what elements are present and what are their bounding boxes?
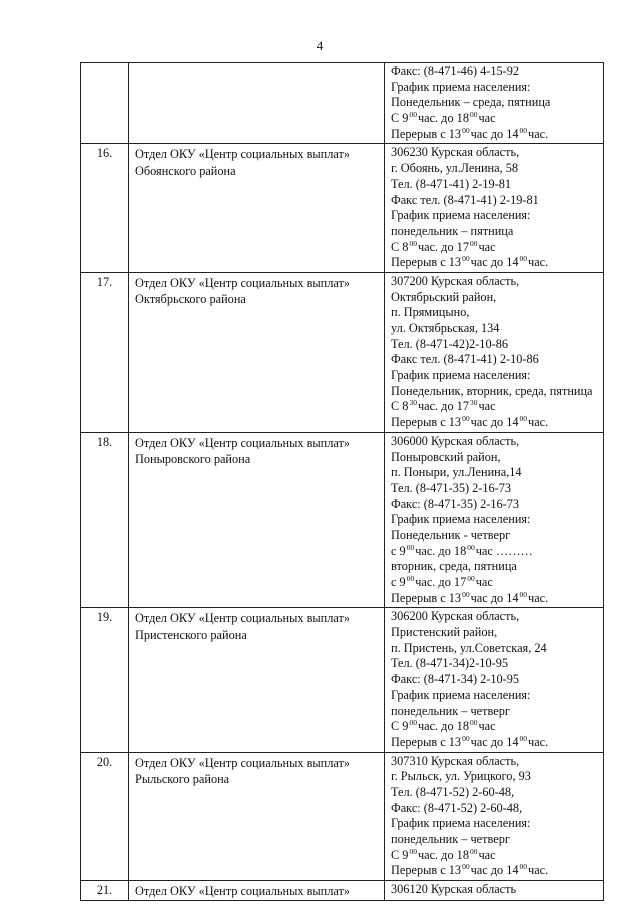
address-line — [391, 450, 601, 466]
address-line — [391, 528, 601, 544]
superscript-minutes: 00 — [519, 733, 528, 743]
address-line — [391, 305, 601, 321]
address-line — [391, 95, 601, 111]
address-text: Перерыв с 13 — [391, 126, 462, 141]
address-text: час до 14 — [470, 734, 519, 749]
address-text: График приема населения: — [391, 816, 531, 831]
address-line — [391, 193, 601, 209]
address-line — [391, 64, 601, 80]
row-number-cell: 17. — [81, 272, 129, 432]
superscript-minutes: 00 — [409, 718, 417, 728]
office-name-cell — [129, 881, 385, 901]
address-text: Тел. (8-471-42)2-10-86 — [391, 336, 508, 351]
address-line — [391, 816, 601, 832]
address-line — [391, 290, 601, 306]
row-number-cell: 20. — [81, 752, 129, 881]
office-address-cell — [385, 881, 604, 901]
address-text: ул. Октябрьская, 134 — [391, 321, 500, 335]
row-number-cell: 18. — [81, 432, 129, 608]
address-text: час. до 17 — [417, 239, 469, 254]
address-text: час до 14 — [470, 255, 519, 270]
address-text: час до 14 — [470, 863, 519, 878]
table-row — [81, 881, 604, 901]
office-name-line: Отдел ОКУ «Центр социальных выплат» — [135, 275, 351, 290]
superscript-minutes: 00 — [406, 542, 415, 552]
address-text: час. до 18 — [417, 719, 469, 734]
row-number-cell: 19. — [81, 608, 129, 752]
address-line — [391, 111, 601, 127]
office-address-cell — [385, 144, 604, 273]
address-text: График приема населения: — [391, 208, 531, 223]
address-text: час. до 17 — [417, 399, 469, 414]
superscript-minutes: 00 — [519, 862, 528, 872]
address-line — [391, 465, 601, 481]
address-text: час. до 17 — [415, 575, 467, 589]
address-line — [391, 591, 601, 607]
office-name-line: Отдел ОКУ «Центр социальных выплат» — [135, 435, 351, 450]
table-row — [81, 752, 604, 881]
superscript-minutes: 00 — [519, 589, 528, 599]
table-row — [81, 144, 604, 273]
address-text: С 9 — [391, 719, 409, 734]
address-text: С 8 — [391, 239, 409, 254]
address-line — [391, 688, 601, 704]
superscript-minutes: 30 — [469, 398, 478, 408]
address-text: Факс: (8-471-35) 2-16-73 — [391, 496, 520, 511]
address-text: час. — [528, 255, 549, 270]
address-text: час ……… — [475, 543, 533, 558]
address-text: Тел. (8-471-41) 2-19-81 — [391, 176, 512, 191]
address-text: час. — [528, 734, 549, 749]
office-name-line: Поныровского района — [135, 452, 251, 467]
address-text: 306000 Курская область, — [391, 433, 520, 448]
address-line — [391, 785, 601, 801]
address-text: г. Рыльск, ул. Урицкого, 93 — [391, 769, 531, 784]
office-name-cell — [129, 752, 385, 881]
office-name-line: Отдел ОКУ «Центр социальных выплат» — [135, 147, 351, 162]
office-name-line: Отдел ОКУ «Центр социальных выплат» — [135, 884, 351, 899]
address-text: Перерыв с 13 — [391, 255, 462, 270]
office-address-cell — [385, 272, 604, 432]
address-text: час. — [528, 415, 549, 430]
address-text: Факс тел. (8-471-41) 2-19-81 — [391, 192, 539, 207]
superscript-minutes: 00 — [467, 542, 475, 552]
address-line — [391, 384, 601, 400]
address-text: с 9 — [391, 543, 406, 558]
superscript-minutes: 00 — [469, 110, 478, 120]
address-text: час. — [528, 863, 549, 878]
address-line — [391, 832, 601, 848]
superscript-minutes: 00 — [409, 846, 417, 856]
address-line — [391, 735, 601, 751]
address-text: Перерыв с 13 — [391, 863, 462, 878]
superscript-minutes: 00 — [409, 238, 417, 248]
superscript-minutes: 00 — [462, 414, 470, 424]
address-line — [391, 177, 601, 193]
address-line — [391, 848, 601, 864]
address-line — [391, 609, 601, 625]
address-line — [391, 801, 601, 817]
office-name-cell — [129, 144, 385, 273]
row-number-cell — [81, 63, 129, 144]
superscript-minutes: 00 — [462, 254, 470, 264]
office-address-cell — [385, 608, 604, 752]
address-line — [391, 161, 601, 177]
address-text: Октябрьский район, — [391, 289, 497, 304]
address-line — [391, 337, 601, 353]
superscript-minutes: 00 — [409, 110, 417, 120]
address-text: Тел. (8-471-35) 2-16-73 — [391, 480, 512, 495]
address-text: понедельник – четверг — [391, 703, 510, 718]
address-line — [391, 641, 601, 657]
office-name-line: Пристенского района — [135, 627, 247, 642]
address-text: График приема населения: — [391, 687, 531, 702]
address-text: час. до 18 — [415, 543, 467, 558]
address-line — [391, 224, 601, 240]
address-line — [391, 240, 601, 256]
address-line — [391, 625, 601, 641]
address-text: с 9 — [391, 575, 406, 589]
address-text: Понедельник – среда, пятница — [391, 95, 551, 110]
office-name-line: Обоянского района — [135, 163, 236, 178]
address-line — [391, 544, 601, 560]
office-name-line: Рыльского района — [135, 772, 230, 787]
address-text: График приема населения: — [391, 79, 531, 94]
address-line — [391, 255, 601, 271]
address-line — [391, 769, 601, 785]
offices-table-body — [81, 63, 604, 901]
superscript-minutes: 00 — [462, 862, 470, 872]
address-text: График приема населения: — [391, 368, 531, 383]
address-line — [391, 719, 601, 735]
table-row — [81, 272, 604, 432]
address-line — [391, 434, 601, 450]
address-text: Пристенский район, — [391, 625, 498, 640]
address-text: час — [478, 239, 496, 254]
address-line — [391, 656, 601, 672]
address-text: С 9 — [391, 847, 409, 862]
address-text: 307310 Курская область, — [391, 753, 520, 768]
superscript-minutes: 00 — [519, 254, 528, 264]
office-address-cell — [385, 432, 604, 608]
address-text: Поныровский район, — [391, 449, 501, 464]
superscript-minutes: 00 — [462, 733, 470, 743]
address-text: График приема населения: — [391, 512, 531, 527]
address-text: 307200 Курская область, — [391, 273, 520, 288]
office-name-cell — [129, 63, 385, 144]
address-text: г. Обоянь, ул.Ленина, 58 — [391, 161, 519, 176]
office-address-cell — [385, 63, 604, 144]
superscript-minutes: 00 — [462, 589, 470, 599]
address-text: п. Прямицыно, — [391, 305, 470, 320]
address-line — [391, 415, 601, 431]
address-text: час — [478, 399, 496, 414]
address-text: час до 14 — [470, 590, 519, 605]
address-text: С 8 — [391, 399, 409, 414]
superscript-minutes: 00 — [462, 125, 470, 135]
address-line — [391, 559, 601, 575]
address-text: Факс: (8-471-34) 2-10-95 — [391, 672, 520, 687]
office-address-cell — [385, 752, 604, 881]
row-number-cell: 21. — [81, 881, 129, 901]
page-number: 4 — [316, 38, 324, 53]
address-text: час. — [528, 590, 549, 605]
superscript-minutes: 00 — [469, 238, 478, 248]
address-text: понедельник – пятница — [391, 223, 514, 238]
superscript-minutes: 00 — [467, 574, 475, 583]
address-text: Понедельник, вторник, среда, пятница — [391, 383, 593, 398]
address-text: п. Пристень, ул.Советская, 24 — [391, 640, 547, 655]
address-text: час до 14 — [470, 415, 519, 430]
address-text: 306200 Курская область, — [391, 609, 520, 624]
superscript-minutes: 00 — [519, 414, 528, 424]
superscript-minutes: 00 — [519, 125, 528, 135]
address-text: Перерыв с 13 — [391, 734, 462, 749]
address-text: час. — [528, 126, 549, 141]
superscript-minutes: 30 — [409, 398, 417, 408]
address-text: час до 14 — [470, 126, 519, 141]
table-row — [81, 63, 604, 144]
address-line — [391, 481, 601, 497]
address-line — [391, 368, 601, 384]
address-text: Факс тел. (8-471-41) 2-10-86 — [391, 352, 539, 367]
address-text: час. до 18 — [417, 847, 469, 862]
address-text: п. Поныри, ул.Ленина,14 — [391, 465, 522, 480]
address-line — [391, 399, 601, 415]
office-name-cell — [129, 432, 385, 608]
address-text: час. до 18 — [417, 111, 469, 126]
address-line — [391, 274, 601, 290]
superscript-minutes: 00 — [469, 718, 478, 728]
office-name-line: Отдел ОКУ «Центр социальных выплат» — [135, 611, 351, 626]
office-name-cell — [129, 272, 385, 432]
address-text: Тел. (8-471-52) 2-60-48, — [391, 784, 515, 799]
address-line — [391, 321, 601, 337]
office-name-line: Октябрьского района — [135, 292, 246, 307]
address-line — [391, 672, 601, 688]
address-text: Перерыв с 13 — [391, 415, 462, 430]
address-line — [391, 80, 601, 96]
superscript-minutes: 00 — [406, 574, 415, 583]
table-row — [81, 432, 604, 608]
address-line — [391, 145, 601, 161]
address-line — [391, 863, 601, 879]
address-text: Перерыв с 13 — [391, 590, 462, 605]
address-text: 306230 Курская область, — [391, 145, 520, 160]
address-text: вторник, среда, пятница — [391, 559, 517, 574]
superscript-minutes: 00 — [469, 846, 478, 856]
address-text: понедельник – четверг — [391, 832, 510, 846]
address-line — [391, 352, 601, 368]
address-line — [391, 208, 601, 224]
office-name-line: Отдел ОКУ «Центр социальных выплат» — [135, 755, 351, 770]
office-name-cell — [129, 608, 385, 752]
address-text: Факс: (8-471-46) 4-15-92 — [391, 64, 520, 78]
address-text: час — [478, 719, 496, 734]
address-text: Понедельник - четверг — [391, 527, 511, 542]
address-line — [391, 754, 601, 770]
offices-table — [80, 62, 604, 901]
row-number-cell: 16. — [81, 144, 129, 273]
address-text: час — [475, 575, 493, 589]
address-line — [391, 127, 601, 143]
address-line — [391, 575, 601, 591]
address-line — [391, 882, 601, 898]
address-text: 306120 Курская область — [391, 882, 517, 897]
address-line — [391, 512, 601, 528]
address-line — [391, 497, 601, 513]
address-text: час — [478, 847, 496, 862]
address-text: час — [478, 111, 496, 126]
address-line — [391, 704, 601, 720]
address-text: Факс: (8-471-52) 2-60-48, — [391, 800, 523, 815]
address-text: С 9 — [391, 111, 409, 126]
address-text: Тел. (8-471-34)2-10-95 — [391, 656, 508, 671]
table-row — [81, 608, 604, 752]
